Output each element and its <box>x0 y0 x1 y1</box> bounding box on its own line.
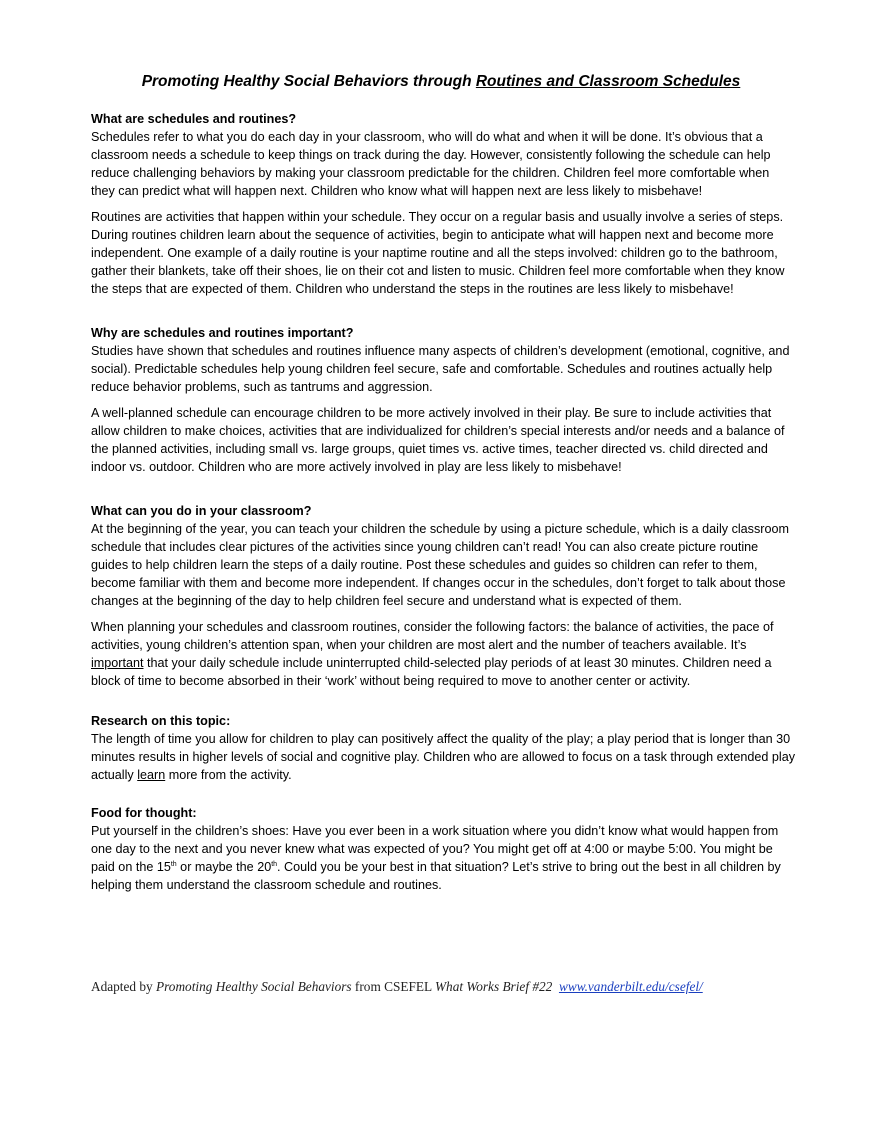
section-heading: Why are schedules and routines important? <box>91 326 354 340</box>
paragraph: Routines are activities that happen within your schedule. They occur on a regular basis and usually involve a series of steps. During routines children learn about the sequence of activities, begin to anticipate what will happen next and become more independent. One example of a daily routine is your naptime routine and all the steps involved: children go to the bathroom, gather their blankets, take off their shoes, lie on their cot and listen to music. Children feel more comfortable when they know the steps that are expected of them. Children who understand the steps in the routines are less likely to misbehave! <box>91 210 785 296</box>
footer-attribution <box>91 978 811 996</box>
paragraph <box>91 822 796 894</box>
section-why-important <box>91 324 796 476</box>
text-run: . Could you be your best in that situation? Let’s strive to bring out the best in all children by helping them understand the classroom schedule and routines. <box>91 860 781 892</box>
underlined-word: learn <box>137 768 166 782</box>
text-run: Put yourself in the children’s shoes: Have you ever been in a work situation where you didn’t know what would happen from one day to the next and you never knew what was expected of you? You might get off at 4:00 or maybe 5:00. You might be paid on the 15 <box>91 824 779 874</box>
superscript: th <box>170 860 177 868</box>
section-heading: What are schedules and routines? <box>91 112 297 126</box>
paragraph <box>91 618 796 690</box>
text-run: more from the activity. <box>165 768 292 782</box>
section-heading: Research on this topic: <box>91 714 231 728</box>
paragraph: At the beginning of the year, you can teach your children the schedule by using a picture schedule, which is a daily classroom schedule that includes clear pictures of the activities since young children can’t read! You can also create picture routine guides to help children learn the steps of a daily routine. Post these schedules and guides so children can refer to them, become familiar with them and become more independent. If changes occur in the schedules, don’t forget to talk about those changes at the beginning of the day to help children feel secure and understand what is expected of them. <box>91 522 789 608</box>
section-food-for-thought <box>91 804 796 894</box>
document-body <box>91 110 796 902</box>
text-run: The length of time you allow for children to play can positively affect the quality of the play; a play period that is longer than 30 minutes results in higher levels of social and cognitive play. Children who are allowed to focus on a task through extended play actually <box>91 732 796 782</box>
text-run: or maybe the 20 <box>176 860 272 874</box>
text-run: When planning your schedules and classroom routines, consider the following factors: the balance of activities, the pace of activities, young children’s attention span, when your children are most alert and the number of teachers available. It’s <box>91 620 774 652</box>
title-part-1: Promoting Healthy Social Behaviors through <box>141 73 476 90</box>
section-heading: Food for thought: <box>91 806 197 820</box>
document-title <box>91 72 791 92</box>
underlined-word: important <box>91 656 144 670</box>
title-part-2: Routines and Classroom Schedules <box>475 73 741 90</box>
section-schedules-routines <box>91 110 796 298</box>
paragraph: Studies have shown that schedules and routines influence many aspects of children’s development (emotional, cognitive, and social). Predictable schedules help young children feel secure, safe and comfortable. Schedules and routines actually help reduce behavior problems, such as tantrums and aggression. <box>91 344 790 394</box>
footer-link[interactable]: www.vanderbilt.edu/csefel/ <box>558 979 703 994</box>
section-what-can-you-do <box>91 502 796 690</box>
paragraph: Schedules refer to what you do each day in your classroom, who will do what and when it will be done. It’s obvious that a classroom needs a schedule to keep things on track during the day. However, consistently following the schedule can help reduce challenging behaviors by making your classroom predictable for the children. Children feel more comfortable when they can predict what will happen next. Children who know what will happen next are less likely to misbehave! <box>91 130 771 198</box>
section-heading: What can you do in your classroom? <box>91 504 312 518</box>
footer-brief-name: What Works Brief #22 <box>434 979 553 994</box>
footer-program-name: Promoting Healthy Social Behaviors <box>156 979 352 994</box>
footer-middle: from CSEFEL <box>351 979 435 994</box>
text-run: that your daily schedule include uninterrupted child-selected play periods of at least 30 minutes. Children need a block of time to become absorbed in their ‘work’ without being required to move to another center or activity. <box>91 656 772 688</box>
paragraph <box>91 730 796 784</box>
footer-prefix: Adapted by <box>91 979 156 994</box>
paragraph: A well-planned schedule can encourage children to be more actively involved in their play. Be sure to include activities that allow children to make choices, activities that are individualized for children’s special interests and/or needs and a balance of the planned activities, including small vs. large groups, quiet times vs. active times, teacher directed vs. child directed and indoor vs. outdoor. Children who are more actively involved in play are less likely to misbehave! <box>91 406 785 474</box>
superscript: th <box>271 860 278 868</box>
section-research <box>91 712 796 784</box>
